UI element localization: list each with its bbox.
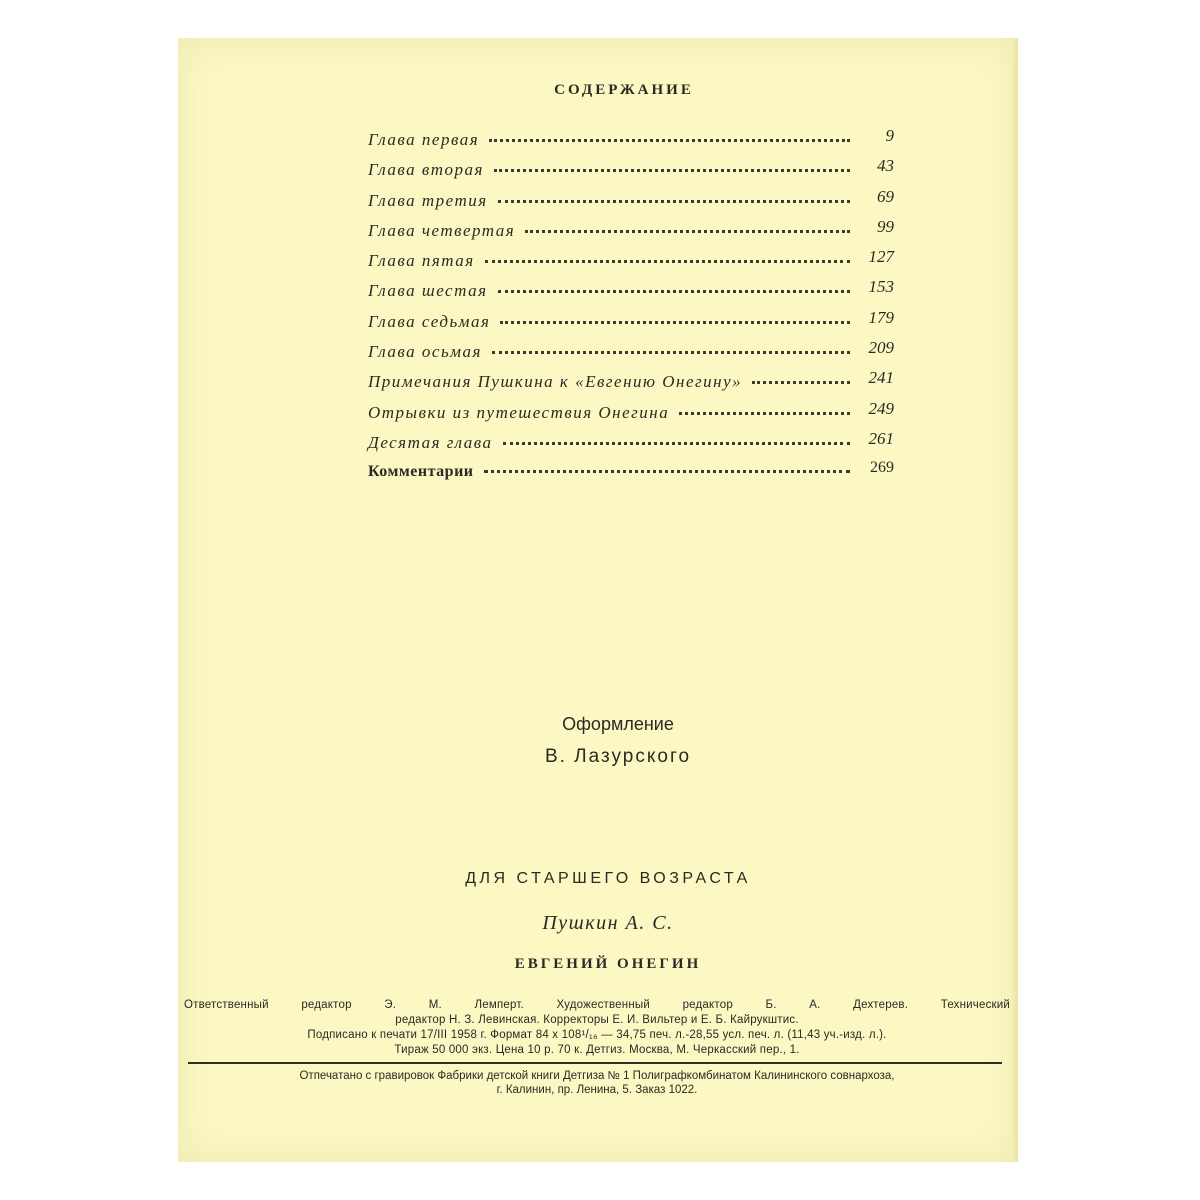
toc-entry bbox=[368, 368, 894, 402]
imprint-block bbox=[184, 998, 1010, 1058]
toc-entry bbox=[368, 428, 894, 463]
contents-title: СОДЕРЖАНИЕ bbox=[554, 82, 694, 98]
dot-leader bbox=[498, 290, 851, 293]
dot-leader bbox=[489, 139, 850, 142]
printer-line: Отпечатано с гравировок Фабрики детской книги Детгиза № 1 Полиграфкомбинатом Калининского совнархоза, bbox=[299, 1070, 895, 1082]
toc-entry bbox=[368, 459, 894, 493]
toc-entry-label: Отрывки из путешествия Онегина bbox=[368, 403, 673, 423]
toc-entry-label: Глава третия bbox=[368, 191, 492, 211]
age-group-label: ДЛЯ СТАРШЕГО ВОЗРАСТА bbox=[465, 870, 751, 887]
toc-entry-label: Глава вторая bbox=[368, 160, 488, 180]
toc-entry-label: Примечания Пушкина к «Евгению Онегину» bbox=[368, 372, 746, 392]
design-credit-name: В. Лазурского bbox=[544, 746, 692, 767]
imprint-line: Тираж 50 000 экз. Цена 10 р. 70 к. Детгиз. Москва, М. Черкасский пер., 1. bbox=[394, 1044, 800, 1056]
toc-entry-page: 209 bbox=[868, 338, 894, 358]
toc-entry bbox=[368, 338, 894, 372]
toc-entry-label: Глава седьмая bbox=[368, 312, 494, 332]
design-credit-label: Оформление bbox=[562, 714, 674, 734]
author-name: Пушкин А. С. bbox=[542, 912, 674, 934]
imprint-line: редактор Н. З. Левинская. Корректоры Е. И. Вильтер и Е. Б. Кайрукштис. bbox=[395, 1014, 799, 1026]
dot-leader bbox=[498, 200, 850, 203]
horizontal-rule bbox=[188, 1062, 1002, 1064]
toc-entry-label: Десятая глава bbox=[368, 433, 497, 453]
toc-entry-page: 127 bbox=[868, 247, 894, 267]
toc-entry-page: 179 bbox=[868, 307, 894, 327]
toc-entry bbox=[368, 216, 894, 251]
toc-entry-label: Глава четвертая bbox=[368, 221, 519, 241]
book-page bbox=[178, 38, 1018, 1162]
toc-entry-label: Комментарии bbox=[368, 463, 478, 481]
toc-entry-label: Глава шестая bbox=[368, 281, 492, 301]
dot-leader bbox=[492, 351, 850, 354]
imprint-line: Подписано к печати 17/III 1958 г. Формат 84 х 108¹/₁₆ — 34,75 печ. л.-28,55 усл. печ. л. (11,43 уч.-изд. л.). bbox=[307, 1029, 887, 1041]
toc-entry-page: 69 bbox=[877, 186, 894, 206]
dot-leader bbox=[752, 381, 850, 384]
imprint-line: Ответственный редактор Э. М. Лемперт. Художественный редактор Б. А. Дехтерев. Технический bbox=[184, 999, 1010, 1011]
toc-entry bbox=[368, 398, 894, 433]
toc-entry-page: 249 bbox=[868, 398, 894, 418]
toc-entry bbox=[368, 247, 894, 281]
table-of-contents bbox=[368, 126, 894, 494]
dot-leader bbox=[525, 230, 850, 233]
toc-entry-page: 261 bbox=[868, 428, 894, 448]
page-edge bbox=[1012, 38, 1018, 1162]
toc-entry-page: 241 bbox=[868, 368, 894, 388]
dot-leader bbox=[494, 169, 850, 172]
toc-entry-page: 9 bbox=[885, 126, 894, 145]
toc-entry-label: Глава первая bbox=[368, 130, 483, 150]
dot-leader bbox=[679, 412, 850, 415]
dot-leader bbox=[503, 442, 850, 445]
printer-info bbox=[184, 1069, 1010, 1097]
toc-entry bbox=[368, 186, 894, 221]
dot-leader bbox=[484, 470, 850, 473]
dot-leader bbox=[500, 321, 850, 324]
toc-entry-label: Глава пятая bbox=[368, 251, 479, 271]
toc-entry bbox=[368, 277, 894, 311]
toc-entry-page: 153 bbox=[868, 277, 894, 297]
book-title: ЕВГЕНИЙ ОНЕГИН bbox=[514, 956, 702, 972]
toc-entry bbox=[368, 126, 894, 160]
toc-entry bbox=[368, 156, 894, 190]
toc-entry-page: 43 bbox=[877, 156, 894, 176]
toc-entry-label: Глава осьмая bbox=[368, 342, 486, 362]
toc-entry bbox=[368, 307, 894, 342]
toc-entry-page: 269 bbox=[870, 459, 894, 477]
dot-leader bbox=[485, 260, 850, 263]
printer-line: г. Калинин, пр. Ленина, 5. Заказ 1022. bbox=[496, 1084, 698, 1096]
toc-entry-page: 99 bbox=[877, 216, 894, 236]
